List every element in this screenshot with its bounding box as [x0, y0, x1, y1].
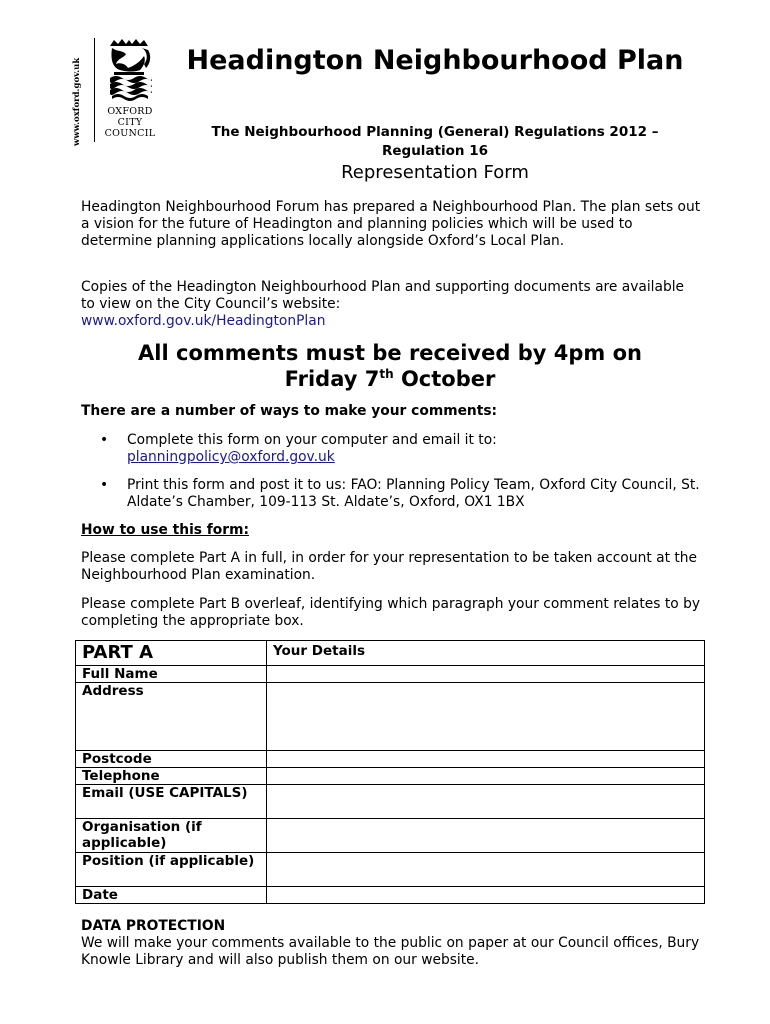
telephone-label: Telephone [76, 768, 267, 785]
form-name: Representation Form [341, 162, 529, 183]
council-name-line1: OXFORD [107, 106, 153, 117]
email-link[interactable]: planningpolicy@oxford.gov.uk [127, 449, 335, 465]
table-row [76, 853, 705, 887]
logo-url-text: www.oxford.gov.uk [72, 57, 82, 146]
full-name-field[interactable] [267, 666, 705, 683]
table-row [76, 785, 705, 819]
copies-text: Copies of the Headington Neighbourhood Plan and supporting documents are available to view on the City Council’s website: [81, 279, 685, 312]
data-protection-text: We will make your comments available to the public on paper at our Council offices, Bury Knowle Library and will also publish them on our website. [81, 935, 700, 968]
website-link[interactable]: www.oxford.gov.uk/HeadingtonPlan [81, 313, 326, 329]
date-field[interactable] [267, 887, 705, 904]
table-row [76, 683, 705, 751]
intro-paragraph: Headington Neighbourhood Forum has prepared a Neighbourhood Plan. The plan sets out a vision for the future of Headington and planning policies which will be used to determine planning applications locally alongside Oxford’s Local Plan. [81, 199, 701, 249]
council-name-line3: COUNCIL [104, 128, 156, 139]
part-a-table [75, 640, 705, 904]
howto-paragraph-b: Please complete Part B overleaf, identifying which paragraph your comment relates to by completing the appropriate box. [81, 596, 701, 629]
address-label: Address [76, 683, 267, 751]
post-instruction: Print this form and post it to us: FAO: Planning Policy Team, Oxford City Council, St. Aldate’s Chamber, 109-113 St. Aldate’s, Oxford, OX1 1BX [127, 477, 700, 510]
council-name [100, 106, 160, 139]
date-label: Date [76, 887, 267, 904]
address-field[interactable] [267, 683, 705, 751]
table-row [76, 819, 705, 853]
bullet-icon: • [100, 477, 109, 493]
table-row [76, 887, 705, 904]
document-title: Headington Neighbourhood Plan [186, 45, 684, 76]
email-instruction: Complete this form on your computer and email it to: [127, 432, 497, 448]
deadline-notice [70, 340, 710, 392]
deadline-date-month: October [393, 367, 496, 391]
table-row [76, 768, 705, 785]
data-protection-heading: DATA PROTECTION [81, 918, 226, 934]
table-row [76, 751, 705, 768]
council-name-line2: CITY [117, 117, 143, 128]
bullet-icon: • [100, 432, 109, 448]
howto-heading: How to use this form: [81, 522, 249, 538]
email-field[interactable] [267, 785, 705, 819]
howto-paragraph-a: Please complete Part A in full, in order for your representation to be taken account at the Neighbourhood Plan examination. [81, 550, 698, 583]
deadline-date-suffix: th [379, 367, 394, 381]
organisation-label: Organisation (if applicable) [76, 819, 267, 853]
table-row [76, 666, 705, 683]
deadline-date-day: Friday 7 [284, 367, 380, 391]
position-field[interactable] [267, 853, 705, 887]
oxford-crest-icon [104, 38, 154, 102]
list-item-text [127, 432, 707, 466]
part-a-heading: PART A [76, 641, 267, 666]
regulations-subtitle: The Neighbourhood Planning (General) Regulations 2012 – Regulation 16 [211, 124, 659, 159]
email-label: Email (USE CAPITALS) [76, 785, 267, 819]
ways-heading: There are a number of ways to make your comments: [81, 403, 498, 419]
table-header-row [76, 641, 705, 666]
deadline-line1: All comments must be received by 4pm on [138, 341, 642, 365]
copies-paragraph [81, 279, 701, 330]
full-name-label: Full Name [76, 666, 267, 683]
logo-divider [94, 38, 95, 142]
postcode-label: Postcode [76, 751, 267, 768]
telephone-field[interactable] [267, 768, 705, 785]
your-details-heading: Your Details [267, 641, 705, 666]
position-label: Position (if applicable) [76, 853, 267, 887]
postcode-field[interactable] [267, 751, 705, 768]
organisation-field[interactable] [267, 819, 705, 853]
